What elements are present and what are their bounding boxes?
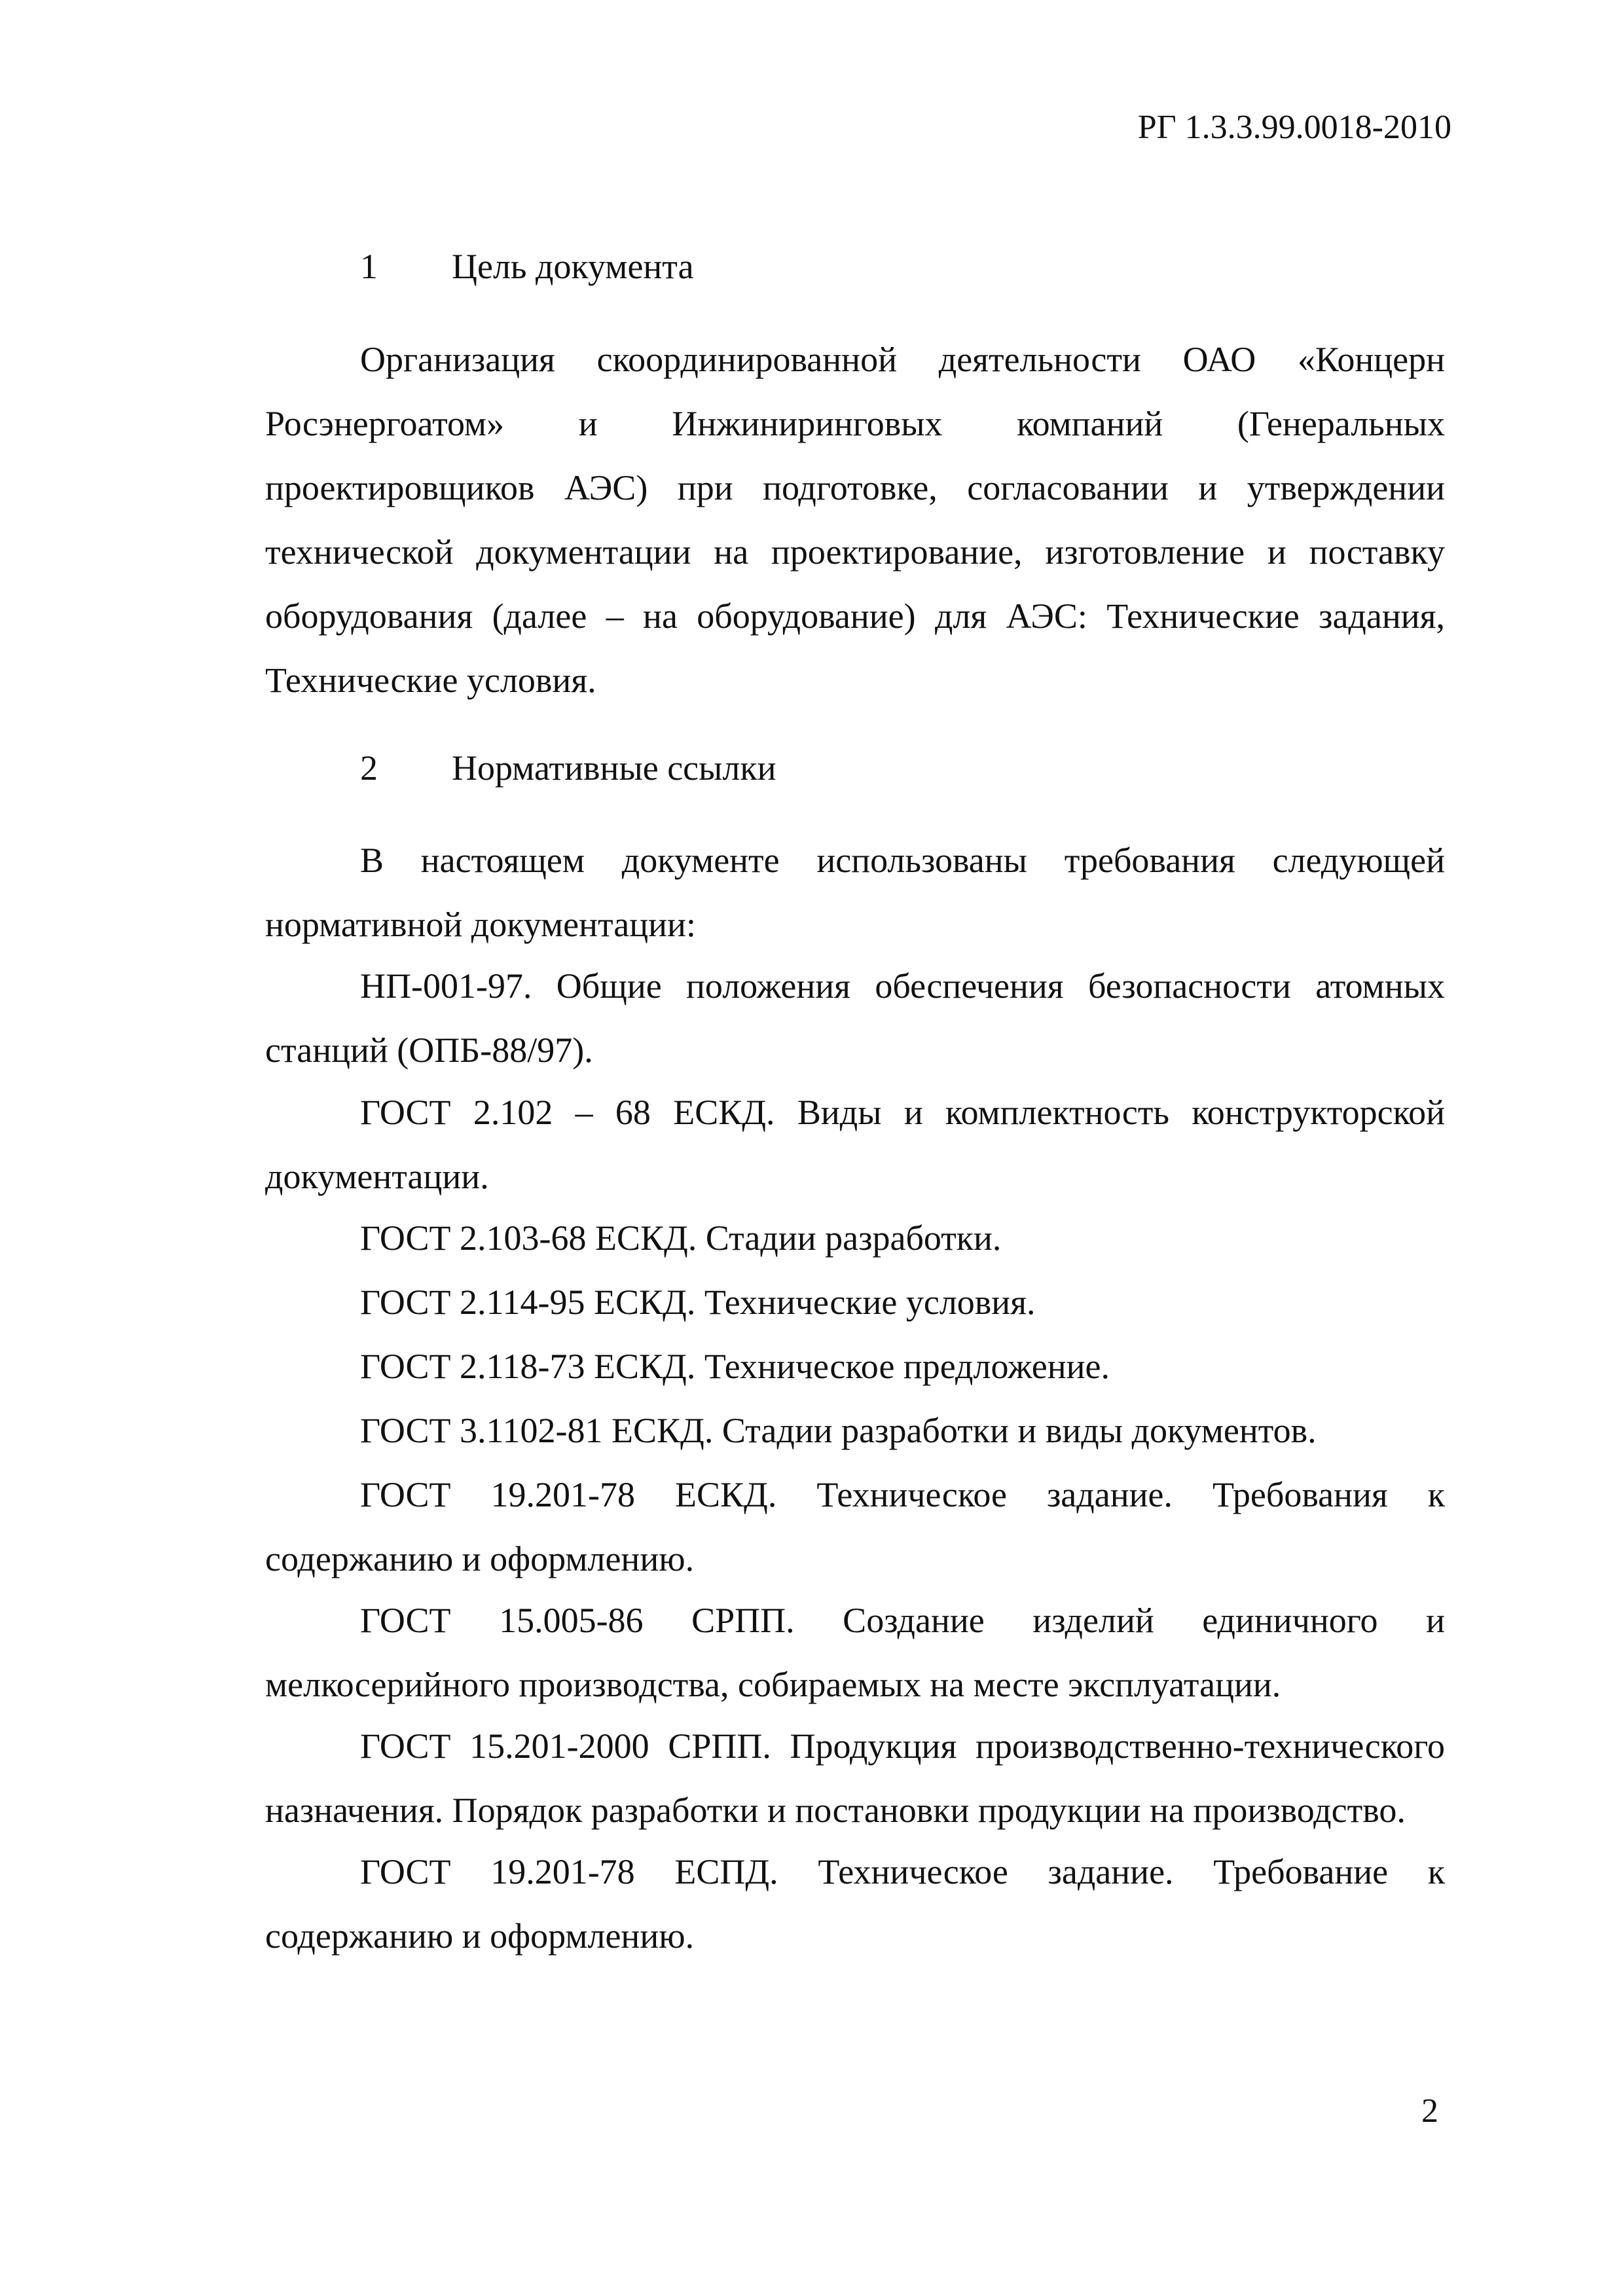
reference-item: ГОСТ 2.118-73 ЕСКД. Техническое предложение. xyxy=(360,1347,1110,1386)
section-heading-1 xyxy=(360,244,694,289)
section-title: Нормативные ссылки xyxy=(452,748,776,788)
reference-item: ГОСТ 15.201-2000 СРПП. Продукция производственно-технического назначения. Порядок разработки и постановки продукции на производство. xyxy=(265,1726,1445,1830)
reference-item: ГОСТ 15.005-86 СРПП. Создание изделий единичного и мелкосерийного производства, собираемых на месте эксплуатации. xyxy=(265,1601,1445,1704)
paragraph: В настоящем документе использованы требования следующей нормативной документации: xyxy=(265,841,1445,944)
reference-item: ГОСТ 2.103-68 ЕСКД. Стадии разработки. xyxy=(360,1218,1002,1258)
paragraph: Организация скоординированной деятельности ОАО «Концерн Росэнергоатом» и Инжиниринговых компаний (Генеральных проектировщиков АЭС) при подготовке, согласовании и утверждении технической документации на проектирование, изготовление и поставку оборудования (далее – на оборудование) для АЭС: Технические задания, Технические условия. xyxy=(265,340,1445,700)
reference-item: ГОСТ 19.201-78 ЕСКД. Техническое задание. Требования к содержанию и оформлению. xyxy=(265,1475,1445,1578)
section-heading-2 xyxy=(360,745,776,791)
reference-item: ГОСТ 2.114-95 ЕСКД. Технические условия. xyxy=(360,1283,1036,1322)
reference-item: ГОСТ 19.201-78 ЕСПД. Техническое задание. Требование к содержанию и оформлению. xyxy=(265,1852,1445,1956)
page-number: 2 xyxy=(1421,2092,1438,2130)
reference-item: НП-001-97. Общие положения обеспечения безопасности атомных станций (ОПБ-88/97). xyxy=(265,966,1445,1070)
document-code: РГ 1.3.3.99.0018-2010 xyxy=(1137,109,1451,146)
reference-item: ГОСТ 3.1102-81 ЕСКД. Стадии разработки и виды документов. xyxy=(360,1411,1317,1450)
section-number: 2 xyxy=(360,748,378,788)
reference-item: ГОСТ 2.102 – 68 ЕСКД. Виды и комплектность конструкторской документации. xyxy=(265,1093,1445,1196)
section-number: 1 xyxy=(360,247,378,286)
section-title: Цель документа xyxy=(452,247,694,286)
